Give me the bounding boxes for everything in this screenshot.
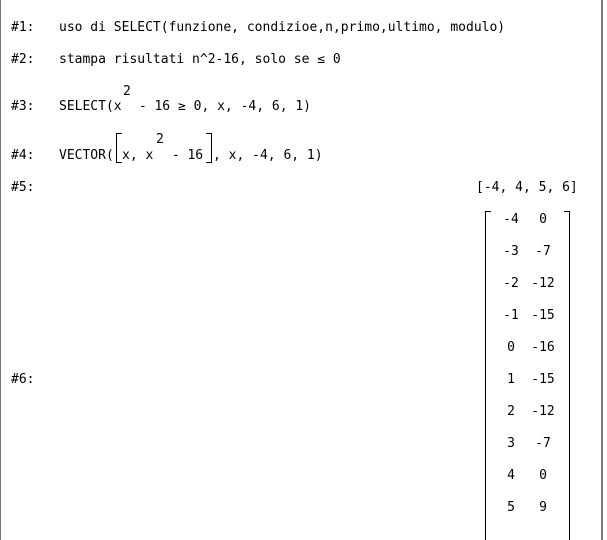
- vector-inner-b: - 16: [164, 148, 204, 163]
- expression-label-6: #6:: [11, 372, 35, 387]
- matrix-cell: -15: [531, 308, 555, 323]
- expression-label-5: #5:: [11, 180, 35, 195]
- vector-call-start: VECTOR(: [59, 148, 114, 163]
- matrix-cell: 0: [539, 212, 547, 227]
- matrix-cell: -15: [531, 372, 555, 387]
- exponent: 2: [123, 84, 131, 99]
- matrix-cell: 0: [507, 340, 515, 355]
- matrix-cell: 1: [507, 372, 515, 387]
- matrix-cell: -7: [535, 436, 551, 451]
- matrix-cell: 9: [539, 500, 547, 515]
- matrix-right-bracket: [564, 211, 570, 540]
- expression-5-result[interactable]: [-4, 4, 5, 6]: [476, 180, 578, 195]
- matrix-cell: 0: [539, 468, 547, 483]
- vector-inner-a: x, x: [122, 148, 154, 163]
- matrix-cell: -16: [531, 340, 555, 355]
- matrix-cell: -12: [531, 404, 555, 419]
- expression-1[interactable]: uso di SELECT(funzione, condizioe,n,primo,ultimo, modulo): [59, 20, 506, 35]
- expression-label-2: #2:: [11, 52, 35, 67]
- expression-label-1: #1:: [11, 20, 35, 35]
- matrix-left-bracket: [485, 211, 491, 540]
- expression-label-4: #4:: [11, 148, 35, 163]
- matrix-cell: 5: [507, 500, 515, 515]
- matrix-cell: -4: [503, 212, 519, 227]
- exponent: 2: [156, 132, 164, 147]
- matrix-cell: -7: [535, 244, 551, 259]
- matrix-cell: -3: [503, 244, 519, 259]
- expression-label-3: #3:: [11, 99, 35, 114]
- matrix-cell: 3: [507, 436, 515, 451]
- matrix-cell: 2: [507, 404, 515, 419]
- select-call-start: SELECT(x: [59, 99, 122, 114]
- select-call-end: - 16 ≥ 0, x, -4, 6, 1): [131, 99, 312, 114]
- matrix-cell: -1: [503, 308, 519, 323]
- matrix-cell: 4: [507, 468, 515, 483]
- right-bracket: [206, 133, 212, 163]
- matrix-cell: -12: [531, 276, 555, 291]
- expression-2[interactable]: stampa risultati n^2-16, solo se ≤ 0: [59, 52, 341, 67]
- matrix-cell: -2: [503, 276, 519, 291]
- vector-call-end: , x, -4, 6, 1): [213, 148, 323, 163]
